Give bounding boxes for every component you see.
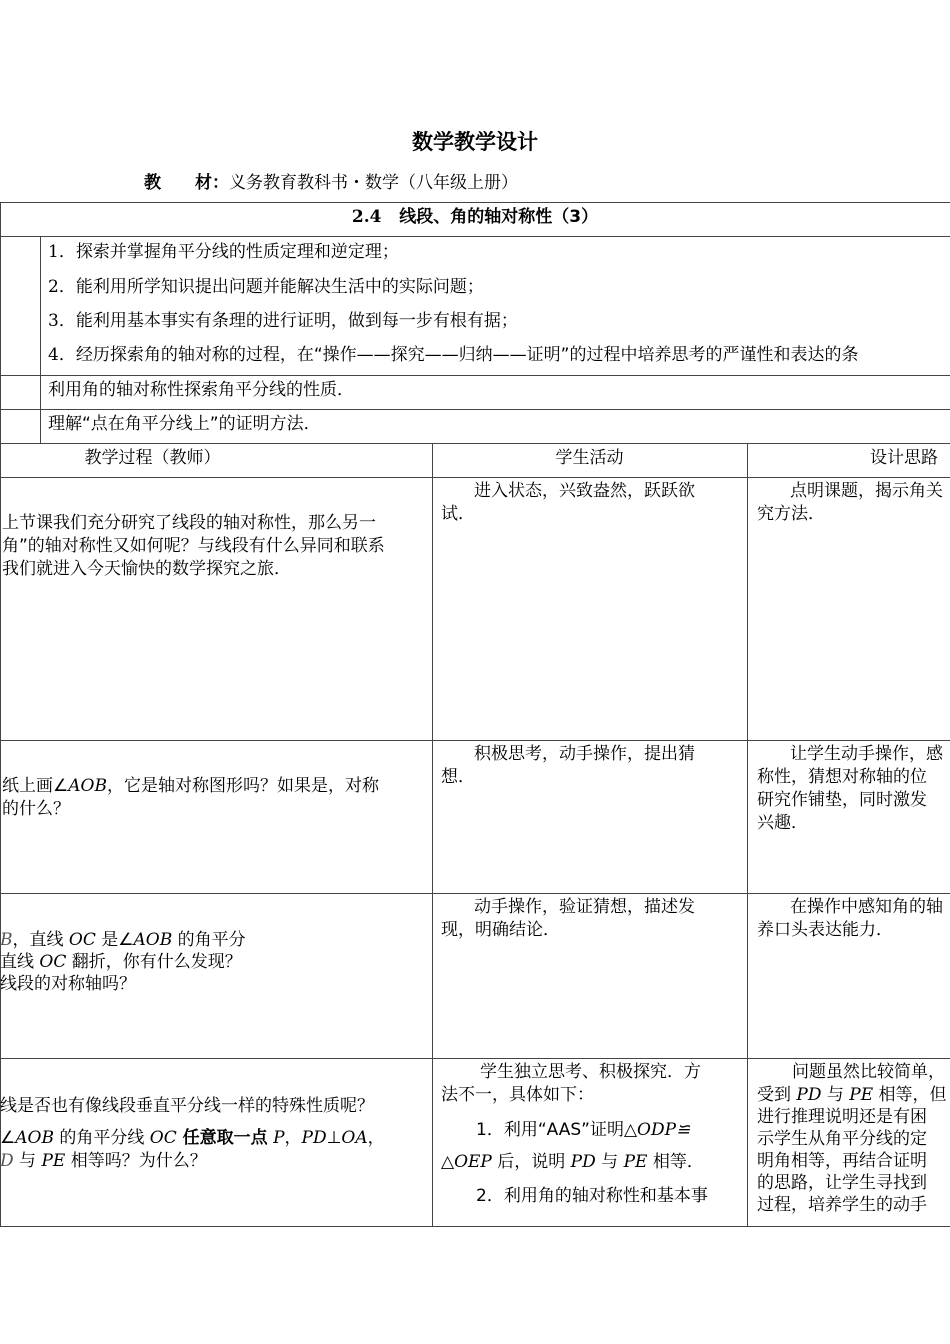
row1-teacher-line: 角”的轴对称性又如何呢？与线段有什么异同和联系 xyxy=(2,536,385,556)
row2-design-line: 称性，猜想对称轴的位 xyxy=(757,767,927,787)
row3-teacher-line: 线段的对称轴吗？ xyxy=(0,974,136,994)
textbook-value: 义务教育教科书・数学（八年级上册） xyxy=(229,173,518,193)
row2-design-line: 让学生动手操作，感 xyxy=(790,744,943,764)
row4-teacher-line: ∠AOB 的角平分线 OC 任意取一点 P，PD⊥OA， xyxy=(0,1128,385,1148)
textbook-line xyxy=(144,168,518,193)
objective-number: 3． xyxy=(48,311,76,331)
row1-design-line: 究方法． xyxy=(757,504,825,524)
key-point: 利用角的轴对称性探索角平分线的性质． xyxy=(48,380,354,400)
objective-number: 2． xyxy=(48,277,76,297)
objective-item xyxy=(48,276,484,299)
row4-student-line: △OEP 后，说明 PD 与 PE 相等． xyxy=(441,1152,704,1172)
objective-number: 1． xyxy=(48,242,76,262)
row4-design-line: 过程，培养学生的动手 xyxy=(757,1195,927,1215)
row4-student-line: 1．利用“AAS”证明△ODP≌ xyxy=(476,1120,691,1140)
objective-text: 经历探索角的轴对称的过程，在“操作——探究——归纳——证明”的过程中培养思考的严谨性和表达的条 xyxy=(75,345,859,365)
header-teacher: 教学过程（教师） xyxy=(84,448,221,468)
objective-item xyxy=(48,241,399,264)
difficult-point: 理解“点在角平分线上”的证明方法． xyxy=(48,414,321,434)
objective-text: 探索并掌握角平分线的性质定理和逆定理； xyxy=(75,242,399,262)
row1-design-line: 点明课题，揭示角关 xyxy=(790,481,943,501)
row1-teacher-line: 我们就进入今天愉快的数学探究之旅． xyxy=(2,559,291,579)
lesson-number: 2.4 xyxy=(351,207,382,227)
textbook-label: 教 材： xyxy=(144,173,229,193)
header-student: 学生活动 xyxy=(555,448,624,468)
row4-design-line: 受到 PD 与 PE 相等，但 xyxy=(757,1085,947,1105)
row4-teacher-line: D 与 PE 相等吗？为什么？ xyxy=(0,1151,207,1171)
page-title: 数学教学设计 xyxy=(412,130,538,154)
row4-design-line: 进行推理说明还是有困 xyxy=(757,1107,927,1127)
row2-teacher-line: 纸上画∠AOB，它是轴对称图形吗？如果是，对称 xyxy=(2,776,379,796)
row4-design-line: 示学生从角平分线的定 xyxy=(757,1129,927,1149)
lesson-title xyxy=(0,206,950,229)
objective-text: 能利用所学知识提出问题并能解决生活中的实际问题； xyxy=(75,277,484,297)
lesson-name: 线段、角的轴对称性（3） xyxy=(399,207,599,227)
row3-design-line: 养口头表达能力． xyxy=(757,920,893,940)
objective-item xyxy=(48,344,948,367)
row3-teacher-line: B，直线 OC 是∠AOB 的角平分 xyxy=(0,930,246,950)
row2-teacher-line: 的什么？ xyxy=(2,799,70,819)
row4-student-line: 学生独立思考、积极探究．方 xyxy=(480,1062,701,1082)
row3-student-line: 现，明确结论． xyxy=(441,920,560,940)
row2-design-line: 研究作铺垫，同时激发 xyxy=(757,790,927,810)
row1-student-line: 试． xyxy=(441,504,475,524)
row2-student-line: 积极思考，动手操作，提出猜 xyxy=(474,744,695,764)
row2-student-line: 想． xyxy=(441,767,475,787)
row2-design-line: 兴趣． xyxy=(757,813,808,833)
objective-text: 能利用基本事实有条理的进行证明，做到每一步有根有据； xyxy=(75,311,518,331)
row3-design-line: 在操作中感知角的轴 xyxy=(790,897,943,917)
row4-student-line: 2．利用角的轴对称性和基本事 xyxy=(476,1186,708,1206)
row4-design-line: 问题虽然比较简单， xyxy=(792,1062,945,1082)
objective-item xyxy=(48,310,518,333)
header-design: 设计思路 xyxy=(870,448,938,468)
row4-design-line: 明角相等，再结合证明 xyxy=(757,1151,927,1171)
objective-number: 4． xyxy=(48,345,76,365)
row1-teacher-line: 上节课我们充分研究了线段的轴对称性，那么另一 xyxy=(2,513,376,533)
row4-student-line: 法不一，具体如下： xyxy=(441,1085,594,1105)
row1-student-line: 进入状态，兴致盎然，跃跃欲 xyxy=(474,481,695,501)
row4-design-line: 的思路，让学生寻找到 xyxy=(757,1173,927,1193)
row3-teacher-line: 直线 OC 翻折，你有什么发现？ xyxy=(0,952,242,972)
row4-teacher-line: 线是否也有像线段垂直平分线一样的特殊性质呢？ xyxy=(0,1096,374,1116)
row3-student-line: 动手操作，验证猜想，描述发 xyxy=(474,897,695,917)
